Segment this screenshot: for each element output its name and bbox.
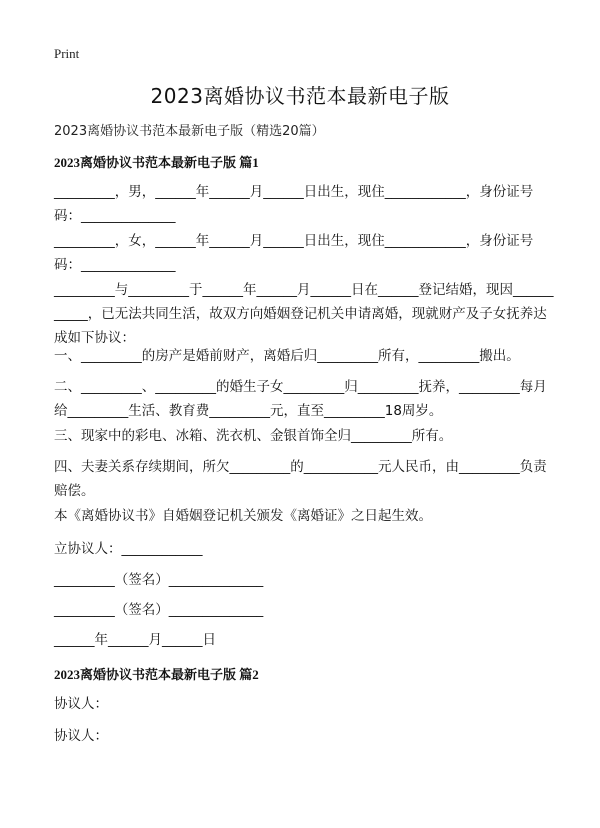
paragraph-party-2: 协议人： bbox=[54, 728, 108, 744]
date-line: ______年______月______日 bbox=[54, 632, 216, 648]
paragraph-party-1: 协议人： bbox=[54, 696, 108, 712]
paragraph-clause-2: 二、_________、_________的婚生子女_________归_________抚养，_________每月给_________生活、教育费_________元，直至_________18周岁。 bbox=[54, 379, 547, 419]
paragraph-marriage-info: _________与_________于______年______月______日在______登记结婚，现因___________，已无法共同生活，故双方向婚姻登记机关申请离婚，现就财产及子女抚养达成如下协议： bbox=[54, 282, 554, 346]
signature-line-1: _________（签名）______________ bbox=[54, 572, 264, 588]
paragraph-effective: 本《离婚协议书》自婚姻登记机关颁发《离婚证》之日起生效。 bbox=[54, 508, 432, 524]
print-link[interactable]: Print bbox=[54, 46, 80, 61]
section-heading-2: 2023离婚协议书范本最新电子版 篇2 bbox=[54, 667, 259, 682]
paragraph-clause-3: 三、现家中的彩电、冰箱、洗衣机、金银首饰全归_________所有。 bbox=[54, 428, 453, 444]
paragraph-clause-1: 一、_________的房产是婚前财产，离婚后归_________所有，_________搬出。 bbox=[54, 348, 520, 364]
document-subtitle: 2023离婚协议书范本最新电子版（精选20篇） bbox=[54, 124, 325, 139]
document-title: 2023离婚协议书范本最新电子版 bbox=[150, 84, 450, 108]
paragraph-man-info: _________，男，______年______月______日出生，现住____________，身份证号码：______________ bbox=[54, 184, 534, 224]
signature-line-2: _________（签名）______________ bbox=[54, 602, 264, 618]
paragraph-signatory: 立协议人：____________ bbox=[54, 541, 203, 557]
section-heading-1: 2023离婚协议书范本最新电子版 篇1 bbox=[54, 155, 259, 170]
paragraph-clause-4: 四、夫妻关系存续期间，所欠_________的___________元人民币，由_________负责赔偿。 bbox=[54, 459, 547, 499]
paragraph-woman-info: _________，女，______年______月______日出生，现住____________，身份证号码：______________ bbox=[54, 233, 534, 273]
